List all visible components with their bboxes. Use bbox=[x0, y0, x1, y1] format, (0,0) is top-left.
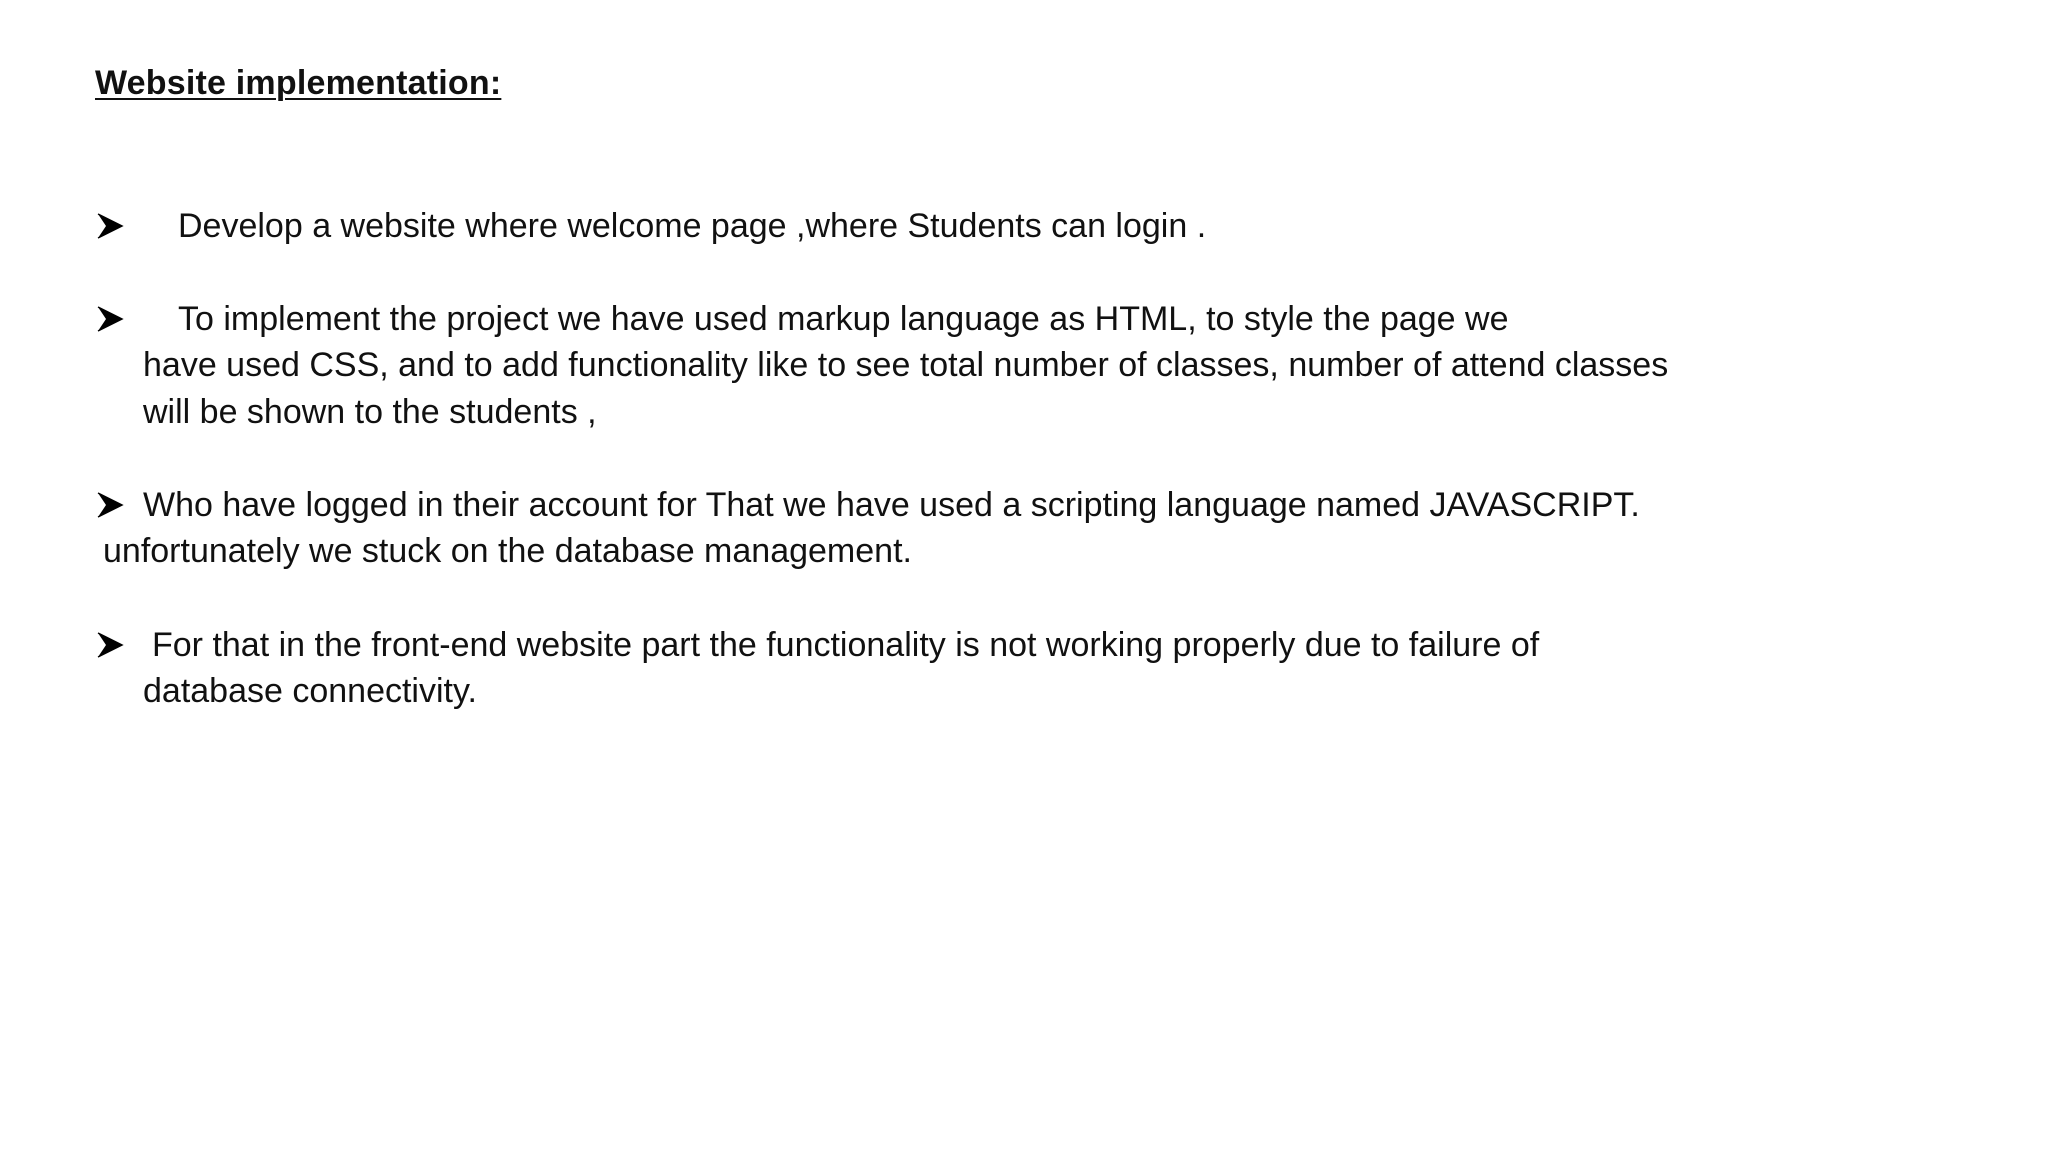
bullet-2-line-3: will be shown to the students , bbox=[143, 393, 597, 431]
arrowhead-bullet-icon bbox=[95, 211, 125, 241]
bullet-4-line-2: database connectivity. bbox=[143, 672, 477, 710]
bullet-2-line-2: have used CSS, and to add functionality like to see total number of classes, number of attend classes bbox=[143, 346, 1669, 384]
arrowhead-bullet-icon bbox=[95, 630, 125, 660]
bullet-3-line-1: Who have logged in their account for That we have used a scripting language named JAVASCRIPT. bbox=[143, 486, 1640, 524]
bullet-4-line-1: For that in the front-end website part the functionality is not working properly due to failure of bbox=[152, 626, 1540, 664]
arrowhead-bullet-icon bbox=[95, 304, 125, 334]
bullet-1-line-1: Develop a website where welcome page ,where Students can login . bbox=[178, 207, 1207, 245]
bullet-3-line-2: unfortunately we stuck on the database management. bbox=[103, 532, 912, 570]
slide-heading: Website implementation: bbox=[95, 64, 502, 102]
bullet-2-line-1: To implement the project we have used markup language as HTML, to style the page we bbox=[178, 300, 1509, 338]
arrowhead-bullet-icon bbox=[95, 490, 125, 520]
